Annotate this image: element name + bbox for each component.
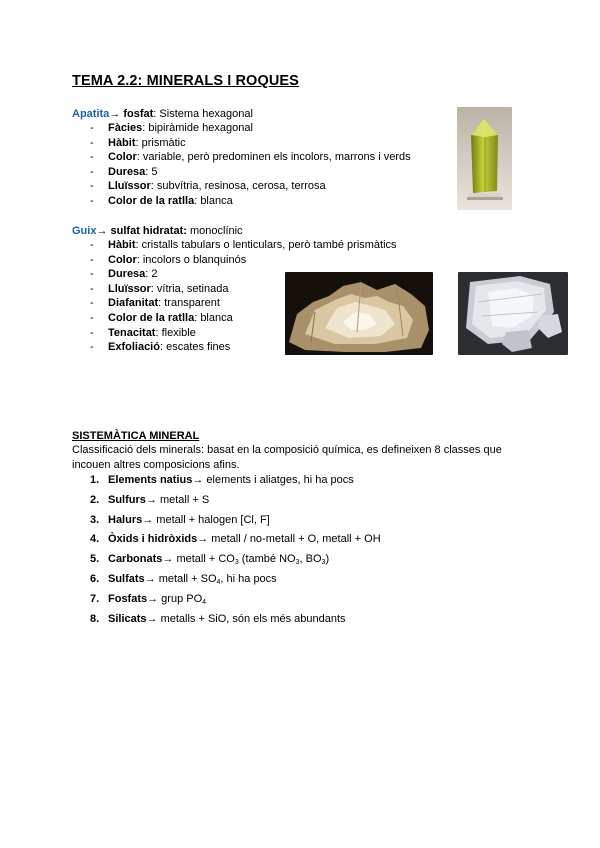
apatita-name: Apatita: [72, 108, 110, 120]
list-item: - Color: incolors o blanquinós: [90, 253, 247, 266]
list-item: - Color de la ratlla: blanca: [90, 194, 233, 207]
list-item: - Diafanitat: transparent: [90, 297, 220, 310]
list-item: 8. Silicats→ metalls + SiO, són els més abundants: [90, 612, 346, 625]
list-item: 6. Sulfats→ metall + $SO_4$, hi ha pocs: [90, 572, 277, 586]
apatite-crystal-photo: [457, 107, 512, 210]
arrow-icon: →: [96, 225, 108, 237]
list-item: 2. Sulfurs→ metall + S: [90, 493, 210, 506]
list-item: - Tenacitat: flexible: [90, 326, 196, 339]
gypsum-desert-rose-photo: [285, 272, 433, 355]
section-intro: Classificació dels minerals: basat en la composició química, es defineixen 8 classes que incouen altres composicions afins.: [72, 444, 502, 471]
list-item: - Hàbit: prismàtic: [90, 136, 186, 149]
guix-system: monoclínic: [186, 225, 243, 237]
list-item: - Color de la ratlla: blanca: [90, 311, 233, 324]
apatita-group: fosfat: [123, 108, 154, 120]
list-item: 1. Elements natius→ elements i aliatges, hi ha pocs: [90, 474, 354, 486]
list-item: 5. Carbonats→ metall + $CO_3$ (també $NO_3$, $BO_3$): [90, 553, 330, 567]
page-title: TEMA 2.2: MINERALS I ROQUES: [72, 73, 299, 89]
list-item: - Fàcies: bipiràmide hexagonal: [90, 122, 253, 134]
apatita-heading: [72, 107, 253, 121]
list-item: - Exfoliació: escates fines: [90, 341, 231, 354]
guix-name: Guix: [72, 225, 97, 237]
guix-heading: [72, 224, 243, 238]
arrow-icon: →: [109, 108, 121, 120]
list-item: - Lluïssor: vítria, setinada: [90, 282, 229, 295]
list-item: - Hàbit: cristalls tabulars o lenticulars, però també prismàtics: [90, 239, 397, 251]
list-item: 3. Halurs→ metall + halogen [Cl, F]: [90, 513, 270, 526]
list-item: - Color: variable, però predominen els incolors, marrons i verds: [90, 151, 411, 164]
section-title: SISTEMÀTICA MINERAL: [72, 430, 200, 442]
list-item: 4. Òxids i hidròxids→ metall / no-metall + O, metall + OH: [90, 533, 381, 546]
gypsum-selenite-photo: [458, 272, 568, 355]
list-item: - Duresa: 5: [90, 165, 158, 178]
list-item: - Duresa: 2: [90, 268, 158, 281]
guix-group: sulfat hidratat:: [110, 225, 187, 237]
apatita-system: : Sistema hexagonal: [153, 108, 253, 120]
list-item: 7. Fosfats→ grup $PO_4$: [90, 592, 207, 606]
apatita-properties: [90, 121, 411, 209]
mineral-classes-list: [90, 473, 381, 631]
list-item: - Lluïssor: subvítria, resinosa, cerosa, terrosa: [90, 180, 326, 193]
